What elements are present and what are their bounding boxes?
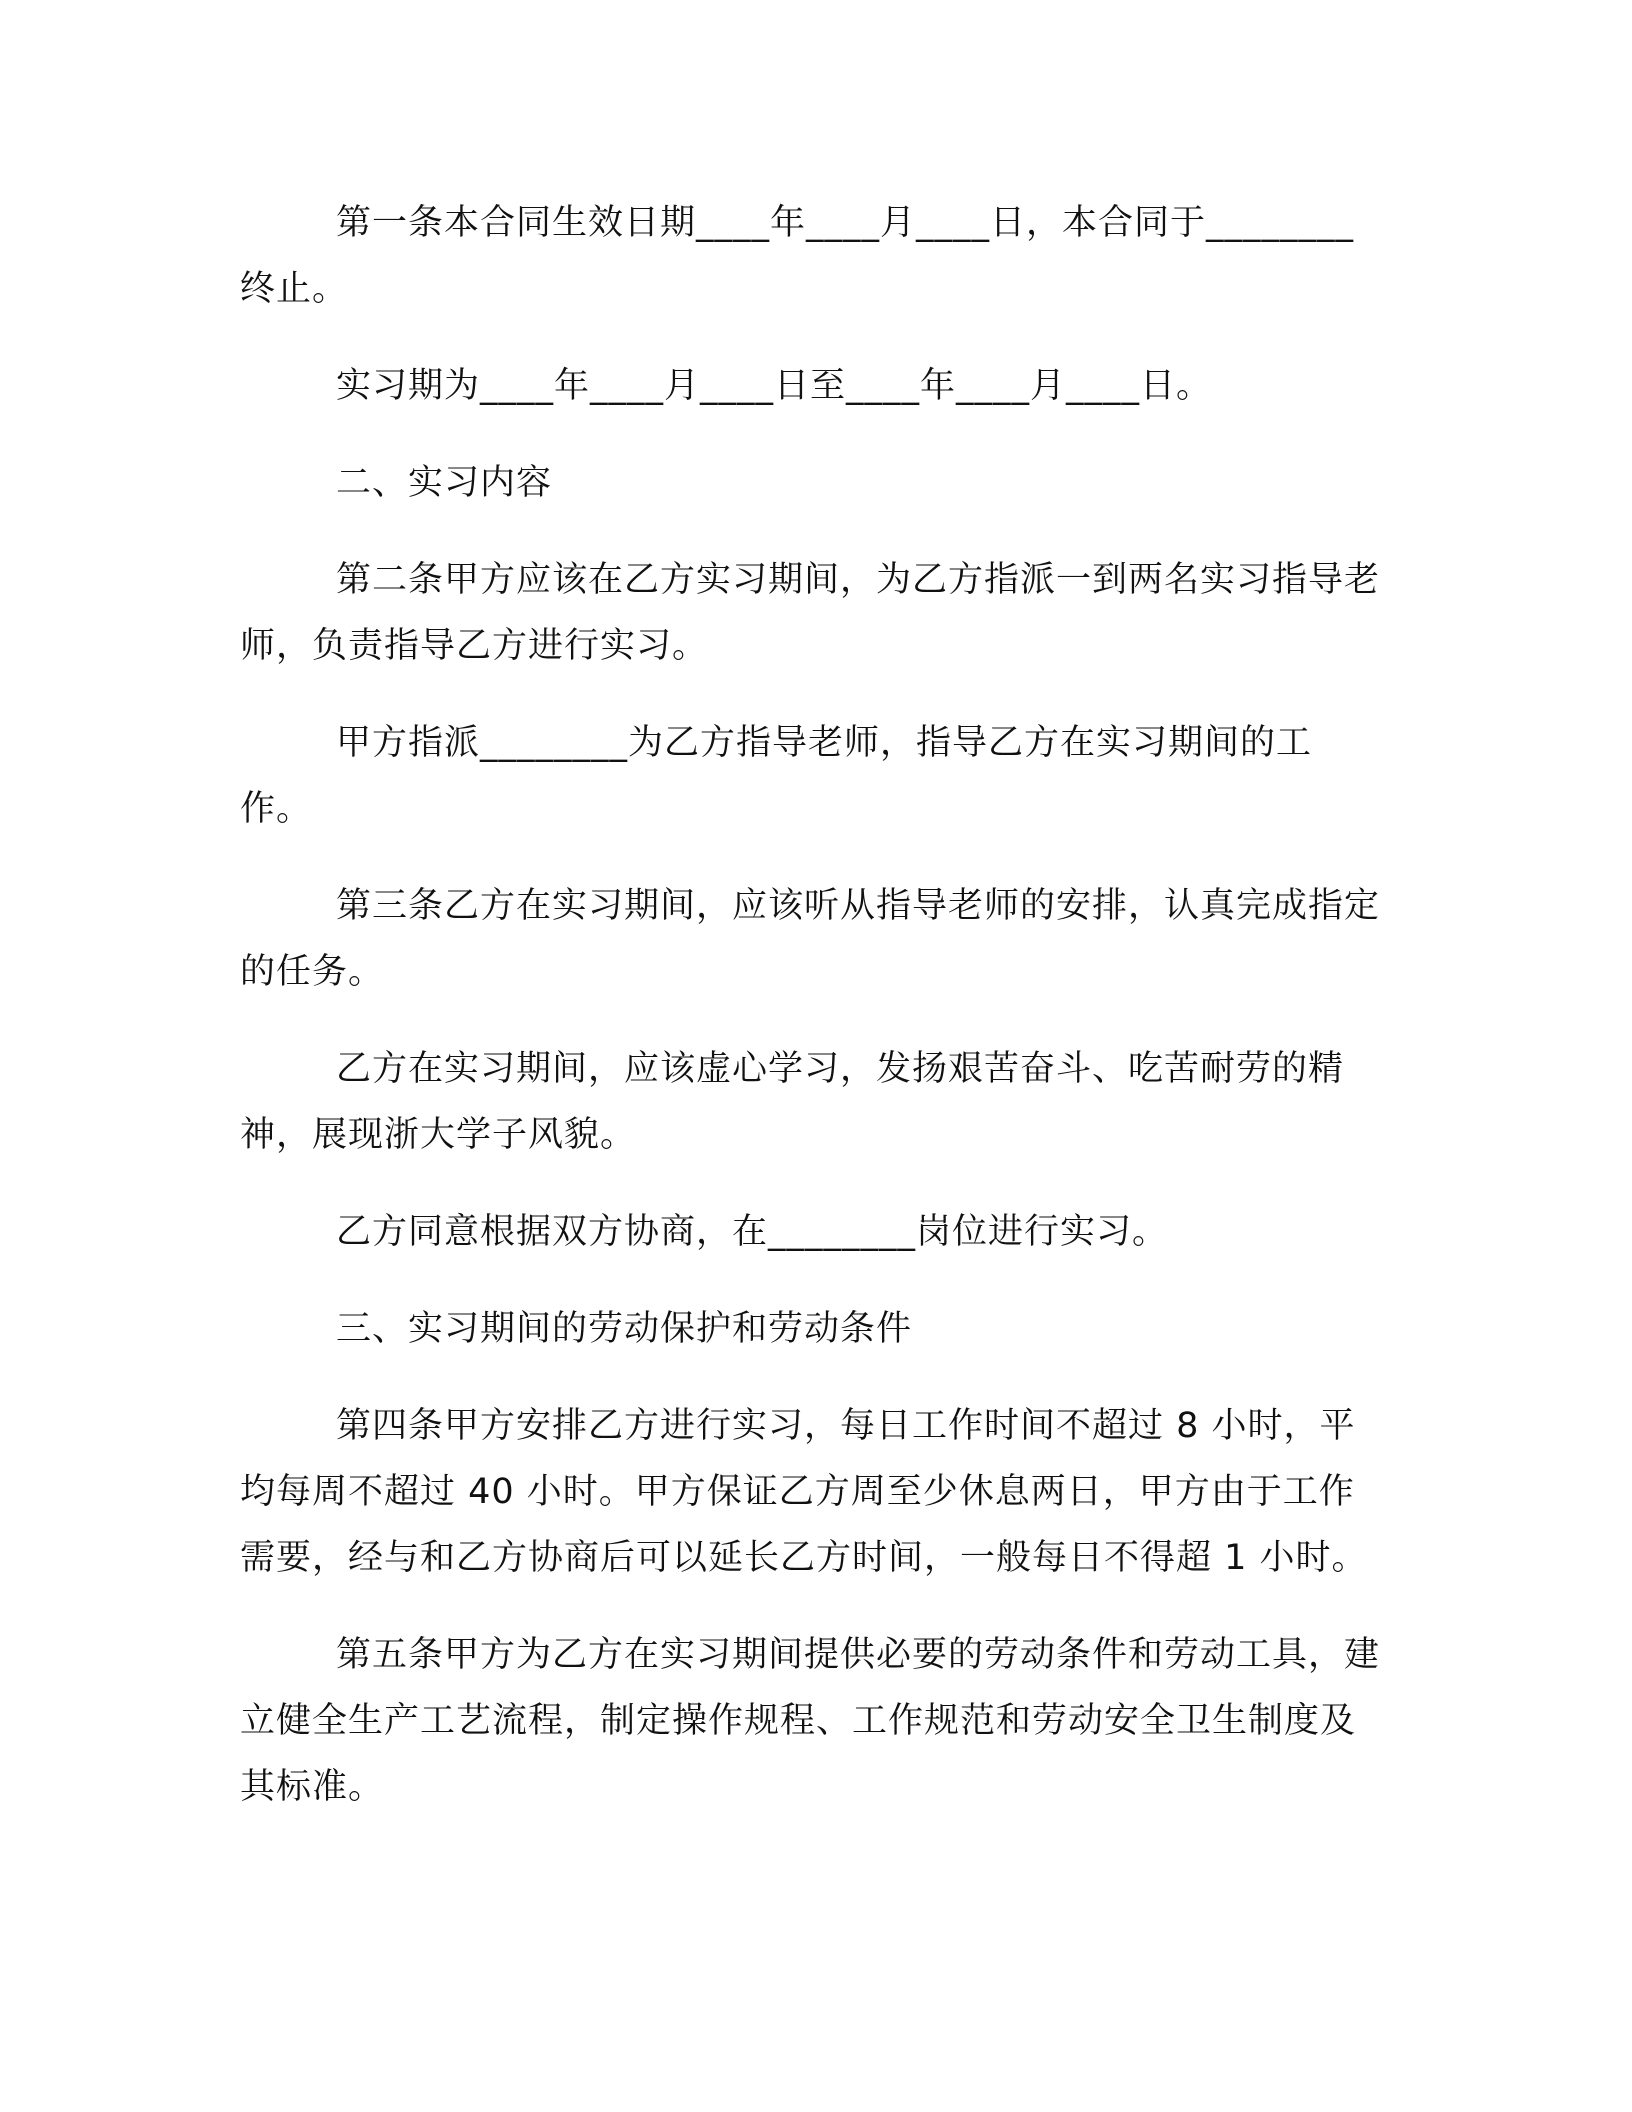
document-body xyxy=(240,190,1380,1851)
paragraph-article-1: 第一条本合同生效日期____年____月____日，本合同于________终止。 xyxy=(240,203,1355,309)
section-heading-labor-protection: 三、实习期间的劳动保护和劳动条件 xyxy=(336,1309,913,1349)
paragraph-article-4: 第四条甲方安排乙方进行实习，每日工作时间不超过 8 小时，平均每周不超过 40 小时。甲方保证乙方周至少休息两日，甲方由于工作需要，经与和乙方协商后可以延长乙方时间，一般每日不得超 1 小时。 xyxy=(240,1406,1368,1578)
paragraph-internship-position: 乙方同意根据双方协商，在________岗位进行实习。 xyxy=(336,1212,1169,1252)
paragraph-assigned-mentor: 甲方指派________为乙方指导老师，指导乙方在实习期间的工作。 xyxy=(240,723,1313,829)
paragraph-internship-period: 实习期为____年____月____日至____年____月____日。 xyxy=(336,366,1213,406)
paragraph-intern-conduct: 乙方在实习期间，应该虚心学习，发扬艰苦奋斗、吃苦耐劳的精神，展现浙大学子风貌。 xyxy=(240,1049,1345,1155)
paragraph-article-2: 第二条甲方应该在乙方实习期间，为乙方指派一到两名实习指导老师，负责指导乙方进行实习。 xyxy=(240,560,1381,666)
paragraph-article-5: 第五条甲方为乙方在实习期间提供必要的劳动条件和劳动工具，建立健全生产工艺流程，制定操作规程、工作规范和劳动安全卫生制度及其标准。 xyxy=(240,1635,1381,1807)
paragraph-article-3: 第三条乙方在实习期间，应该听从指导老师的安排，认真完成指定的任务。 xyxy=(240,886,1381,992)
section-heading-internship-content: 二、实习内容 xyxy=(336,463,553,503)
